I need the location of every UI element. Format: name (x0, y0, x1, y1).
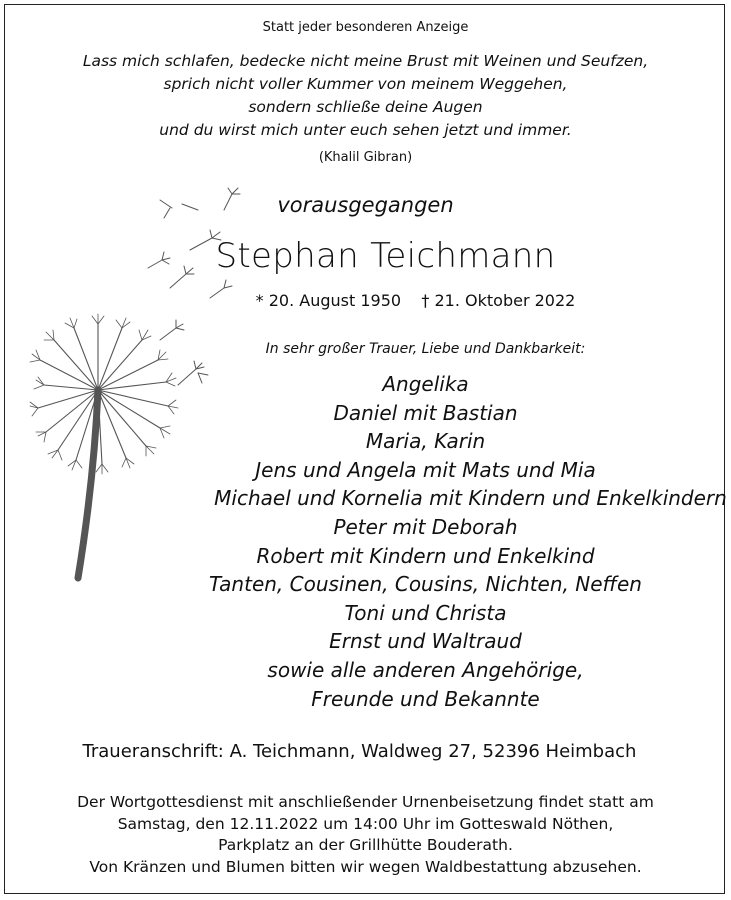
poem-line: sondern schließe deine Augen (248, 98, 483, 116)
mourner-line: Daniel mit Bastian (333, 400, 518, 425)
mourner-line: Toni und Christa (344, 600, 507, 625)
service-line: Parkplatz an der Grillhütte Bouderath. (218, 836, 513, 854)
service-line: Von Kränzen und Blumen bitten wir wegen Waldbestattung abzusehen. (89, 857, 642, 876)
intro-text: Statt jeder besonderen Anzeige (262, 20, 469, 35)
mourning-intro: In sehr großer Trauer, Liebe und Dankbarkeit: (265, 341, 586, 357)
poem (0, 50, 731, 142)
mourner-line: Robert mit Kindern und Enkelkind (256, 543, 595, 568)
mourners-list (60, 370, 731, 713)
poem-line: und du wirst mich unter euch sehen jetzt und immer. (159, 121, 572, 139)
mourner-line: Peter mit Deborah (333, 514, 518, 539)
mourner-line: Michael und Kornelia mit Kindern und Enkelkindern (214, 486, 727, 511)
deceased-name: Stephan Teichmann (215, 236, 556, 276)
service-line: Samstag, den 12.11.2022 um 14:00 Uhr im Gotteswald Nöthen, (117, 814, 614, 833)
mourner-line: Tanten, Cousinen, Cousins, Nichten, Neffen (209, 572, 642, 597)
mourner-line: sowie alle anderen Angehörige, (267, 657, 584, 682)
mourner-line: Maria, Karin (365, 429, 486, 454)
poem-line: sprich nicht voller Kummer von meinem Weggehen, (163, 75, 568, 93)
life-dates: * 20. August 1950 † 21. Oktober 2022 (255, 291, 576, 310)
poem-author: (Khalil Gibran) (318, 150, 413, 165)
service-info (0, 792, 731, 878)
mourner-line: Jens und Angela mit Mats und Mia (255, 457, 596, 482)
preceded-label: vorausgegangen (277, 193, 454, 217)
service-line: Der Wortgottesdienst mit anschließender Urnenbeisetzung findet statt am (77, 793, 654, 811)
mourner-line: Angelika (382, 372, 469, 396)
mourner-line: Freunde und Bekannte (311, 686, 540, 711)
poem-line: Lass mich schlafen, bedecke nicht meine Brust mit Weinen und Seufzen, (82, 52, 649, 70)
mourner-line: Ernst und Waltraud (329, 629, 522, 654)
mourning-address: Traueranschrift: A. Teichmann, Waldweg 27, 52396 Heimbach (82, 741, 637, 762)
